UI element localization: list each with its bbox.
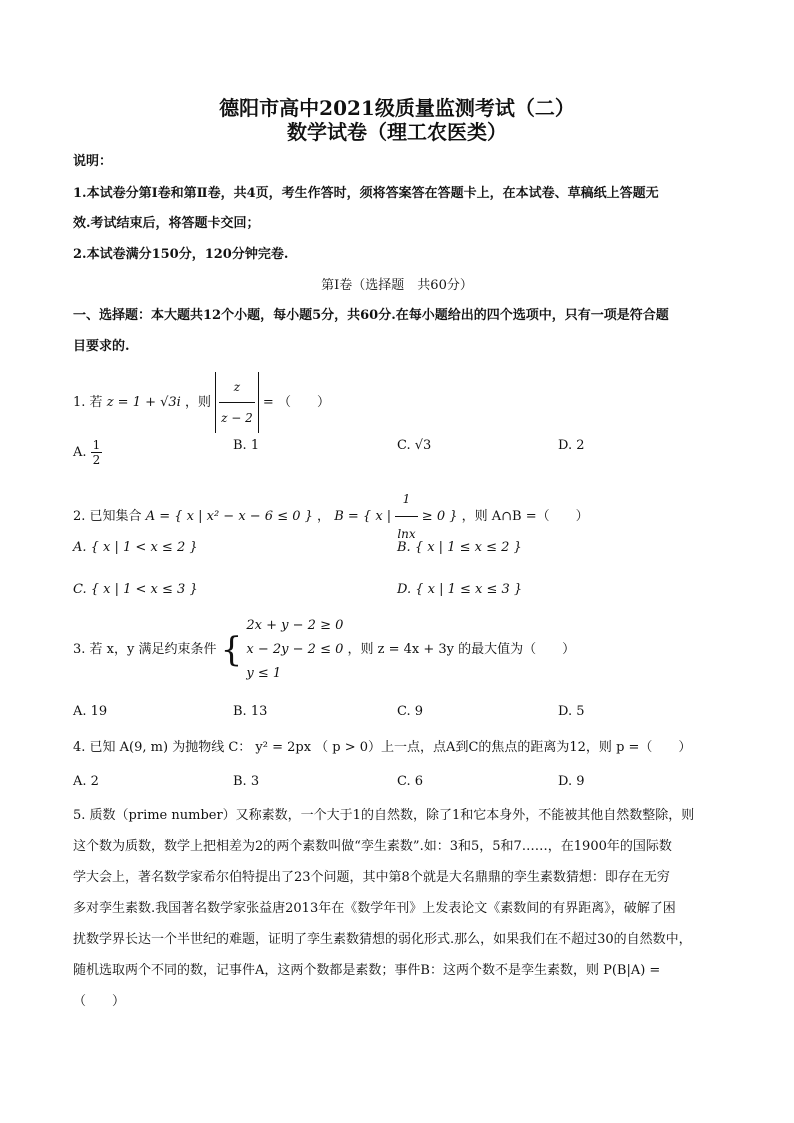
q5-line-1: 5. 质数（prime number）又称素数，一个大于1的自然数，除了1和它本身外，不能被其他自然数整除，则 bbox=[73, 808, 695, 823]
q1-frac-num: z bbox=[219, 372, 255, 403]
q3-system bbox=[246, 614, 343, 686]
q5-line-7: （ ） bbox=[73, 994, 126, 1009]
q1-option-a-label: A. bbox=[73, 445, 87, 460]
q1-option-b: B. 1 bbox=[233, 438, 260, 453]
q1-option-a-den: 2 bbox=[92, 453, 101, 467]
section-instruction-a: 一、选择题：本大题共12个小题，每小题5分，共60分.在每小题给出的四个选项中，只有一项是符合题 bbox=[73, 308, 669, 323]
q5-line-3: 学大会上，著名数学家希尔伯特提出了23个问题，其中第8个就是大名鼎鼎的孪生素数猜想：即存在无穷 bbox=[73, 870, 670, 885]
q1-option-c-value: √3 bbox=[414, 438, 432, 453]
q3-option-c: C. 9 bbox=[397, 704, 424, 719]
q3-option-b: B. 13 bbox=[233, 704, 268, 719]
q1-blank: （ ） bbox=[277, 395, 330, 410]
q2-tail: ，则 A∩B =（ ） bbox=[461, 509, 589, 524]
q1-eq: = bbox=[262, 395, 274, 410]
q5-line-6: 随机选取两个不同的数，记事件A，这两个数都是素数；事件B：这两个数不是孪生素数，则 P(B|A) = bbox=[73, 963, 661, 978]
q3-constraint-3: y ≤ 1 bbox=[246, 666, 282, 681]
q4-option-a: A. 2 bbox=[73, 774, 99, 789]
exam-title: 德阳市高中2021级质量监测考试（二） bbox=[219, 96, 575, 120]
q3-option-a: A. 19 bbox=[73, 704, 108, 719]
q4-option-b: B. 3 bbox=[233, 774, 260, 789]
q4-option-c: C. 6 bbox=[397, 774, 424, 789]
q2-set-b-post: ≥ 0 } bbox=[421, 509, 458, 524]
q2-set-b-den: lnx bbox=[397, 527, 416, 541]
q1-option-c-label: C. bbox=[397, 438, 411, 453]
notes-item-1b: 效.考试结束后，将答题卡交回； bbox=[73, 216, 260, 231]
question-4: 4. 已知 A(9, m) 为抛物线 C： y² = 2px （ p > 0）上一点，点A到C的焦点的距离为12，则 p =（ ） bbox=[73, 740, 692, 755]
q2-option-c: C. { x | 1 < x ≤ 3 } bbox=[73, 582, 198, 597]
q1-prefix: 1. 若 bbox=[73, 395, 103, 410]
q1-expr: z = 1 + √3i bbox=[106, 395, 181, 410]
q3-prefix: 3. 若 x，y 满足约束条件 bbox=[73, 642, 217, 657]
q1-fraction bbox=[219, 372, 255, 433]
q2-set-b-pre: B = { x | bbox=[334, 509, 392, 524]
q3-option-d: D. 5 bbox=[558, 704, 585, 719]
q3-constraint-2: x − 2y − 2 ≤ 0 bbox=[246, 642, 344, 657]
q2-option-a: A. { x | 1 < x ≤ 2 } bbox=[73, 540, 198, 555]
q1-option-d: D. 2 bbox=[558, 438, 585, 453]
q1-frac-den: z − 2 bbox=[221, 411, 253, 425]
question-5 bbox=[73, 800, 733, 1017]
q2-prefix: 2. 已知集合 bbox=[73, 509, 142, 524]
q5-line-5: 扰数学界长达一个半世纪的难题，证明了孪生素数猜想的弱化形式.那么，如果我们在不超过30的自然数中， bbox=[73, 932, 692, 947]
q2-separator: ， bbox=[317, 509, 331, 524]
notes-label: 说明： bbox=[73, 154, 113, 169]
q3-constraint-1: 2x + y − 2 ≥ 0 bbox=[246, 618, 344, 633]
q5-line-2: 这个数为质数，数学上把相差为2的两个素数叫做“孪生素数”.如：3和5，5和7……，在1900年的国际数 bbox=[73, 839, 672, 854]
question-3 bbox=[73, 614, 733, 690]
q1-option-a-fraction bbox=[91, 438, 103, 467]
q2-set-b-num: 1 bbox=[395, 482, 417, 517]
q2-option-d: D. { x | 1 ≤ x ≤ 3 } bbox=[397, 582, 523, 597]
question-1 bbox=[73, 372, 733, 433]
q1-option-a-num: 1 bbox=[92, 438, 101, 452]
section-title: 第Ⅰ卷（选择题 共60分） bbox=[321, 278, 473, 293]
q5-line-4: 多对孪生素数.我国著名数学家张益唐2013年在《数学年刊》上发表论文《素数间的有界距离》，破解了困 bbox=[73, 901, 676, 916]
notes-item-1a: 1.本试卷分第Ⅰ卷和第Ⅱ卷，共4页，考生作答时，须将答案答在答题卡上，在本试卷、草稿纸上答题无 bbox=[73, 186, 659, 201]
q2-option-b: B. { x | 1 ≤ x ≤ 2 } bbox=[397, 540, 522, 555]
q1-mid: ，则 bbox=[184, 395, 211, 410]
q3-tail: ，则 z = 4x + 3y 的最大值为（ ） bbox=[347, 642, 576, 657]
q1-option-a bbox=[73, 438, 102, 467]
q3-brace: { bbox=[220, 630, 243, 670]
q1-abs bbox=[215, 372, 259, 433]
q2-set-a: A = { x | x² − x − 6 ≤ 0 } bbox=[145, 509, 313, 524]
q1-option-c bbox=[397, 438, 431, 453]
q4-option-d: D. 9 bbox=[558, 774, 585, 789]
section-instruction-b: 目要求的. bbox=[73, 339, 130, 354]
exam-subtitle: 数学试卷（理工农医类） bbox=[287, 120, 507, 144]
notes-item-2: 2.本试卷满分150分，120分钟完卷. bbox=[73, 247, 289, 262]
